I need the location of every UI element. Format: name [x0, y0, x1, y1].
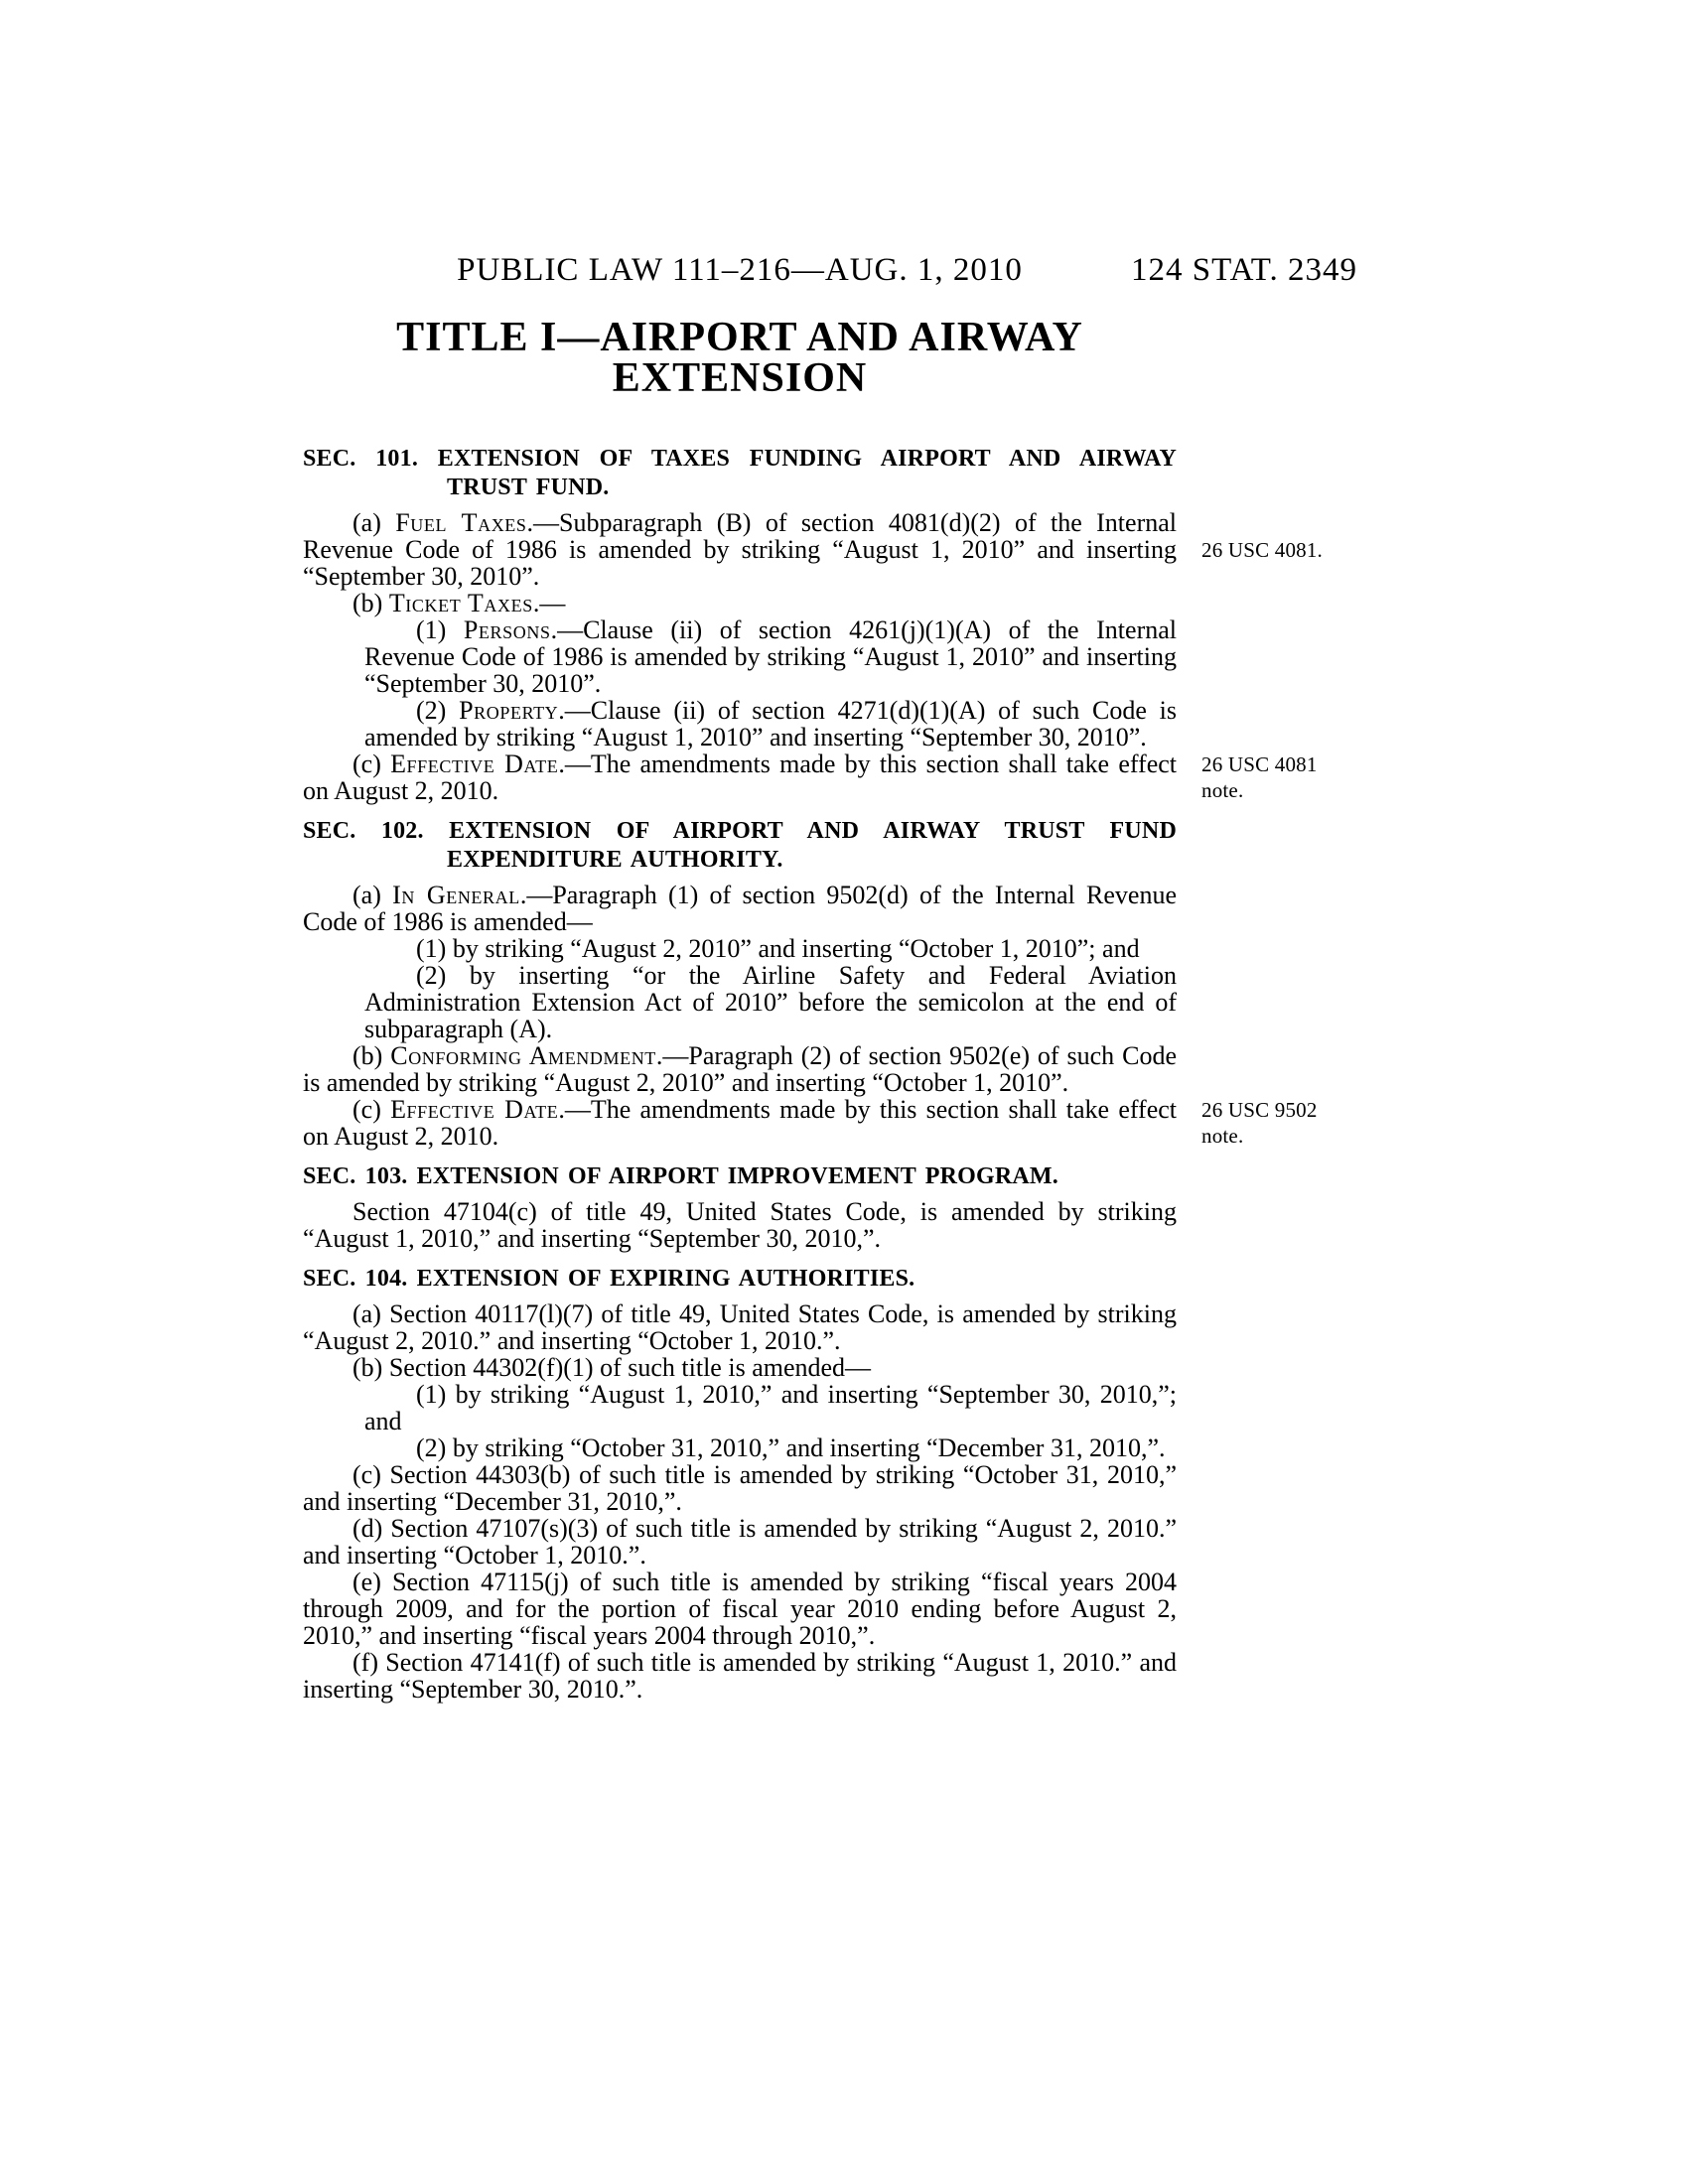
text-run: (a): [352, 508, 396, 537]
text-run: (a): [352, 881, 393, 909]
section-heading: SEC. 102. EXTENSION OF AIRPORT AND AIRWAY TRUST FUND EXPENDITURE AUTHORITY.: [303, 818, 1177, 873]
running-head: [303, 252, 1357, 292]
text-run: (f) Section 47141(f) of such title is amended by striking “August 1, 2010.” and inserting “September 30, 2010.”.: [303, 1648, 1177, 1704]
paragraph: [364, 1381, 1177, 1434]
us-code-margin-note: 26 USC 4081.: [1201, 538, 1324, 562]
paragraph: [364, 697, 1177, 751]
paragraph: [303, 1569, 1177, 1649]
paragraph: [364, 1434, 1177, 1461]
paragraph: [303, 882, 1177, 935]
statutes-at-large-citation: 124 STAT. 2349: [1130, 252, 1357, 288]
small-caps-term: Fuel Taxes: [395, 508, 527, 537]
text-run: (d) Section 47107(s)(3) of such title is amended by striking “August 2, 2010.” and inserting “October 1, 2010.”.: [303, 1514, 1177, 1570]
text-run: (c): [352, 1095, 391, 1124]
us-code-margin-note: 26 USC 9502 note.: [1201, 1098, 1318, 1148]
text-run: (e) Section 47115(j) of such title is amended by striking “fiscal years 2004 through 2009, and for the portion of fiscal year 2010 ending before August 2, 2010,” and inserting “fiscal years 2004 through 2010,”.: [303, 1568, 1177, 1650]
section-heading: SEC. 104. EXTENSION OF EXPIRING AUTHORITIES.: [303, 1266, 915, 1292]
text-run: .—The amendments made by this section shall take effect on August 2, 2010.: [303, 750, 1178, 805]
paragraph: [303, 508, 1324, 591]
text-run: .—Clause (ii) of section 4261(j)(1)(A) of the Internal Revenue Code of 1986 is amended by striking “August 1, 2010” and inserting “September 30, 2010”.: [364, 615, 1177, 698]
paragraph: [303, 590, 1177, 616]
text-run: Section 47104(c) of title 49, United States Code, is amended by striking “August 1, 2010,” and inserting “September 30, 2010,”.: [303, 1197, 1177, 1253]
title-heading: [303, 315, 1177, 401]
small-caps-term: Property: [459, 696, 559, 725]
public-law-citation: PUBLIC LAW 111–216—AUG. 1, 2010: [457, 252, 1023, 288]
text-run: .—Paragraph (2) of section 9502(e) of such Code is amended by striking “August 2, 2010” and inserting “October 1, 2010”.: [303, 1041, 1178, 1097]
text-run: (b): [352, 1041, 391, 1070]
us-code-margin-note: 26 USC 4081 note.: [1201, 752, 1318, 802]
paragraph: [303, 1515, 1177, 1569]
paragraph: [303, 1095, 1318, 1151]
paragraph: [364, 935, 1177, 962]
text-run: (b) Section 44302(f)(1) of such title is amended—: [352, 1353, 872, 1382]
text-run: (2) by inserting “or the Airline Safety and Federal Aviation Administration Extension Act of 2010” before the semicolon at the end of subparagraph (A).: [364, 961, 1177, 1043]
text-run: (1): [416, 615, 464, 644]
small-caps-term: Effective Date: [390, 1095, 559, 1124]
text-run: (1) by striking “August 2, 2010” and inserting “October 1, 2010”; and: [416, 934, 1140, 963]
text-run: (1) by striking “August 1, 2010,” and inserting “September 30, 2010,”; and: [364, 1380, 1177, 1435]
small-caps-term: Ticket Taxes: [388, 589, 533, 617]
text-run: .—Subparagraph (B) of section 4081(d)(2) of the Internal Revenue Code of 1986 is amended by striking “August 1, 2010” and inserting “September 30, 2010”.: [303, 508, 1177, 591]
page-content: [303, 315, 1324, 1704]
text-run: (c): [352, 750, 391, 778]
document-body: [303, 445, 1324, 1704]
paragraph: [303, 1198, 1177, 1252]
section-heading: SEC. 101. EXTENSION OF TAXES FUNDING AIRPORT AND AIRWAY TRUST FUND.: [303, 446, 1177, 500]
paragraph: [364, 616, 1177, 697]
text-run: (2) by striking “October 31, 2010,” and inserting “December 31, 2010,”.: [416, 1433, 1166, 1462]
text-run: (2): [416, 696, 460, 725]
paragraph: [303, 1300, 1177, 1354]
paragraph: [364, 962, 1177, 1042]
text-run: (c) Section 44303(b) of such title is amended by striking “October 31, 2010,” and inserting “December 31, 2010,”.: [303, 1460, 1177, 1516]
small-caps-term: In General: [392, 881, 520, 909]
text-run: .—The amendments made by this section shall take effect on August 2, 2010.: [303, 1095, 1178, 1151]
paragraph: [303, 1649, 1177, 1703]
paragraph: [303, 1461, 1177, 1515]
small-caps-term: Effective Date: [390, 750, 559, 778]
text-run: .—Paragraph (1) of section 9502(d) of the Internal Revenue Code of 1986 is amended—: [303, 881, 1177, 936]
text-run: (a) Section 40117(l)(7) of title 49, United States Code, is amended by striking “August 2, 2010.” and inserting “October 1, 2010.”.: [303, 1299, 1177, 1355]
paragraph: [303, 750, 1318, 805]
text-run: .—Clause (ii) of section 4271(d)(1)(A) of such Code is amended by striking “August 1, 2010” and inserting “September 30, 2010”.: [364, 696, 1177, 751]
text-run: (b): [352, 589, 389, 617]
paragraph: [303, 1354, 1177, 1381]
title-line-2: EXTENSION: [612, 355, 868, 401]
section-heading: SEC. 103. EXTENSION OF AIRPORT IMPROVEMENT PROGRAM.: [303, 1163, 1058, 1189]
small-caps-term: Persons: [463, 615, 551, 644]
title-line-1: TITLE I—AIRPORT AND AIRWAY: [396, 315, 1083, 360]
small-caps-term: Conforming Amendment: [390, 1041, 656, 1070]
paragraph: [303, 1042, 1177, 1096]
text-run: .—: [532, 589, 566, 617]
